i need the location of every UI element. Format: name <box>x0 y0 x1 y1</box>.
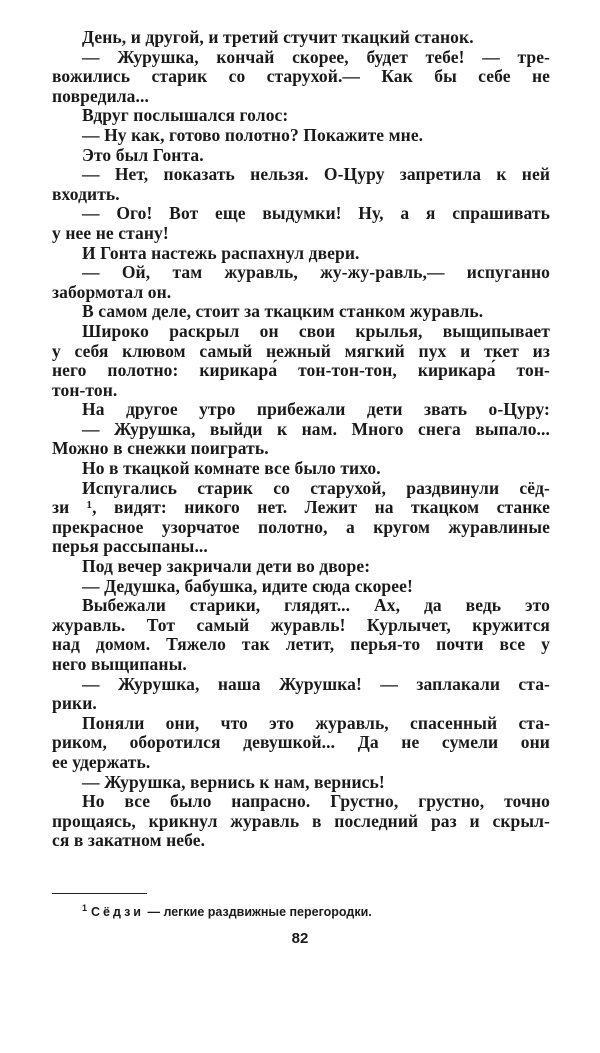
text-line: прекрасное узорчатое полотно, а кругом журавлиные <box>52 516 550 537</box>
text-line: него выщипаны. <box>52 654 187 674</box>
text-line: Испугались старик со старухой, раздвинули сёд- <box>82 477 550 498</box>
text-line: тон-тон. <box>52 379 118 400</box>
text-line: рики. <box>52 693 97 714</box>
body-text <box>52 28 550 851</box>
text-line: Можно в снежки поиграть. <box>52 438 269 459</box>
text-line: ее удержать. <box>52 751 151 772</box>
footnote <box>82 903 372 919</box>
text-line: у нее не стану! <box>52 222 169 243</box>
text-line: Под вечер закричали дети во дворе: <box>82 556 371 577</box>
text-line: На другое утро прибежали дети звать о-Цуру: <box>82 399 550 420</box>
text-line: И Гонта настежь распахнул двери. <box>82 242 360 263</box>
text-line: Это был Гонта. <box>82 144 204 165</box>
text-line: Но все было напрасно. Грустно, грустно, точно <box>82 791 550 812</box>
text-line: Выбежали старики, глядят... Ах, да ведь это <box>82 595 550 616</box>
text-line: перья рассыпаны... <box>52 536 208 557</box>
text-line: — Журушка, наша Журушка! — заплакали ста- <box>82 673 550 694</box>
footnote-marker: 1 <box>82 903 88 913</box>
text-line: — Ого! Вот еще выдумки! Ну, а я спрашивать <box>82 203 550 224</box>
text-line: риком, оборотился девушкой... Да не сумели они <box>52 732 550 753</box>
text-line: прощаясь, крикнул журавль в последний раз и скрыл- <box>52 810 550 831</box>
text-line: — Ну как, готово полотно? Покажите мне. <box>82 124 424 145</box>
text-line: него полотно: кирикара́ тон-тон-тон, кирикара́ тон- <box>52 360 550 381</box>
footnote-term: Сёдзи <box>91 905 144 920</box>
page-number: 82 <box>291 930 309 947</box>
text-line: — Журушка, кончай скорее, будет тебе! — тре- <box>82 46 550 67</box>
text-line: День, и другой, и третий стучит ткацкий станок. <box>82 27 474 47</box>
text-line: вожились старик со старухой.— Как бы себе не <box>52 66 550 87</box>
text-line: — Нет, показать нельзя. О-Цуру запретила к ней <box>82 164 550 185</box>
footnote-divider <box>52 893 147 894</box>
text-line: — Журушка, вернись к нам, вернись! <box>82 771 385 792</box>
text-line: повредила... <box>52 85 149 106</box>
text-line: Вдруг послышался голос: <box>82 105 289 126</box>
text-line: — Журушка, выйди к нам. Много снега выпало... <box>82 418 550 439</box>
text-line: ся в закатном небе. <box>52 830 206 851</box>
text-line: Поняли они, что это журавль, спасенный ста- <box>82 712 550 733</box>
text-line: у себя клювом самый нежный мягкий пух и ткет из <box>52 340 550 361</box>
text-line: входить. <box>52 183 120 204</box>
text-line: — Дедушка, бабушка, идите сюда скорее! <box>82 575 413 596</box>
text-line: В самом деле, стоит за ткацким станком журавль. <box>82 301 484 322</box>
text-line: Широко раскрыл он свои крылья, выщипывает <box>82 320 550 341</box>
text-line: над домом. Тяжело так летит, перья-то почти все у <box>52 634 550 655</box>
text-line: — Ой, там журавль, жу-жу-равль,— испуганно <box>82 262 550 283</box>
text-line: журавль. Тот самый журавль! Курлычет, кружится <box>52 614 550 635</box>
text-line: Но в ткацкой комнате все было тихо. <box>82 458 381 479</box>
text-line: забормотал он. <box>52 281 172 302</box>
text-line: зи ¹, видят: никого нет. Лежит на ткацком станке <box>52 497 550 518</box>
footnote-definition: — легкие раздвижные перегородки. <box>147 905 372 920</box>
